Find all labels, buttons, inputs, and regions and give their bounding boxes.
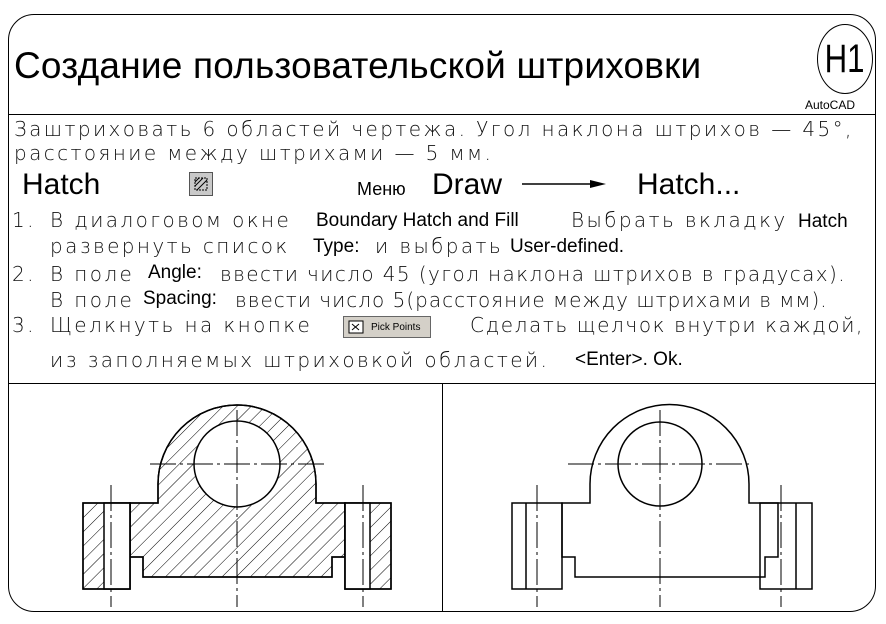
- tab-hatch-name: Hatch: [798, 211, 848, 232]
- pick-points-icon: [347, 319, 365, 335]
- spacing-field-name: Spacing:: [143, 288, 217, 309]
- step-2-number: 2.: [12, 262, 36, 286]
- step-3-text-d: <Enter>. Ok.: [575, 349, 683, 370]
- step-3-number: 3.: [12, 313, 36, 337]
- pick-points-label: Pick Points: [371, 321, 421, 333]
- menu-hatch[interactable]: Hatch...: [637, 168, 741, 201]
- sheet-badge: [817, 24, 873, 94]
- task-line-1: Заштриховать 6 областей чертежа. Угол наклона штрихов — 45°,: [14, 117, 854, 141]
- unhatched-part-drawing: [490, 385, 874, 610]
- step-2-text-a: В поле: [50, 262, 135, 286]
- step-1-text-g: и выбрать: [375, 234, 504, 258]
- hatched-part-drawing: [60, 385, 440, 610]
- type-field-name: Type:: [313, 236, 360, 257]
- header-divider: [8, 114, 876, 115]
- menu-draw[interactable]: Draw: [432, 168, 503, 201]
- task-line-2: расстояние между штрихами — 5 мм.: [14, 141, 494, 165]
- step-3-text-b: Сделать щелчок внутри каждой,: [470, 313, 864, 337]
- angle-field-name: Angle:: [148, 262, 202, 283]
- step-1-number: 1.: [12, 208, 36, 232]
- app-label: AutoCAD: [805, 98, 856, 112]
- hatch-icon[interactable]: [189, 172, 213, 196]
- hatch-command-label: Hatch: [22, 168, 101, 201]
- dialog-name: Boundary Hatch and Fill: [316, 210, 519, 231]
- pick-points-button[interactable]: [343, 316, 431, 338]
- menu-label: Меню: [357, 179, 406, 199]
- drawings-split: [442, 383, 443, 612]
- step-1-text-c: Выбрать вкладку: [571, 208, 788, 232]
- step-2-text-f: ввести число 5(расстояние между штрихами в мм).: [235, 288, 828, 312]
- badge-text: H1: [825, 36, 865, 81]
- step-1-text-a: В диалоговом окне: [50, 208, 292, 232]
- step-2-text-d: В поле: [50, 288, 135, 312]
- hatch-icon-glyph: [194, 177, 208, 191]
- step-3-text-c: из заполняемых штриховкой областей.: [50, 348, 550, 372]
- step-3-text-a: Щелкнуть на кнопке: [50, 313, 313, 337]
- arrow-right-icon: [520, 176, 610, 192]
- step-1-text-e: развернуть список: [50, 234, 290, 258]
- step-2-text-c: ввести число 45 (угол наклона штрихов в градусах).: [220, 262, 846, 286]
- page-title: Создание пользовательской штриховки: [14, 45, 702, 86]
- type-value: User-defined.: [510, 236, 625, 257]
